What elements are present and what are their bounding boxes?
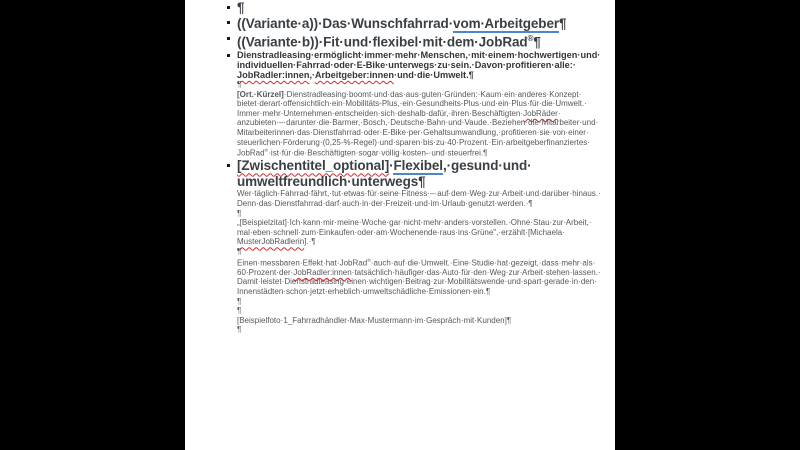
keep-with-next-marker (227, 54, 230, 57)
text-run: [Zwischentitel_optional] (237, 158, 390, 174)
keep-with-next-marker (227, 21, 230, 24)
text-run: ¶ (237, 306, 242, 316)
heading-variante-b[interactable] (237, 31, 602, 50)
text-run: Wer· täglich· Fahrrad· fährt,· tut· etwas· für· seine· Fitness· –· auf· dem· Weg· zur· Arbeit· und· darüber· hinaus.· Denn· das· Dienstfahrrad· darf· auch· in· der· Freizeit· und· im· Urlaub· genutzt· werden.·¶ (237, 189, 601, 208)
text-run: · ist· für· die· Beschäftigten· sogar· völlig· kosten-· und· steuerfrei.¶ (268, 148, 488, 158)
text-run: ¶ (237, 208, 242, 218)
keep-with-next-marker (227, 37, 230, 40)
text-run: ,· (309, 70, 315, 80)
empty-paragraph[interactable] (237, 80, 602, 90)
text-run: · Dienstradleasing· boomt· und· das· aus· guten· Gründen:· Kaum· ein· anderes· Konzept· bietet· derart· offensichtlich· ein· Mobilitäts-Plus,· ein· Gesundheits-Plus· und· ein· Plus· für· die· Umwelt.· Immer· mehr· Unternehmen· entscheiden· sich· deshalb· dafür,· ihren· Beschäftigten· (237, 89, 587, 118)
text-run: JobRäder (523, 108, 558, 118)
body-beispielfoto[interactable] (237, 316, 602, 326)
empty-paragraph[interactable] (237, 209, 602, 219)
text-run: ¶ (559, 15, 567, 31)
text-run: ¶ (533, 34, 541, 50)
text-run: Arbeitgeber:innen (314, 70, 394, 80)
text-run: ((Variante· b))· Fit· und· flexibel· mit· dem· JobRad (237, 34, 528, 50)
body-ort-kuerzel[interactable] (237, 90, 602, 159)
body-umwelt-effekt[interactable] (237, 257, 602, 297)
text-run: · auch· auf· die· Umwelt.· Eine· Studie· hat· gezeigt,· dass· mehr· als· 60· Prozent· der· (237, 258, 596, 277)
text-run: · (389, 158, 394, 174)
text-run: ¶ (237, 325, 242, 335)
text-run: · tatsächlich· häufiger· das· Auto· für· den· Weg· zur· Arbeit· stehen· lassen.· Damit· leistet· Dienstradleasing· einen· wichtigen· Beitrag· zur· Mobilitätswende· und· spart· gerade· in· den· Innenstädten· schon· jetzt· erheblich· umweltschädliche· Emissionen· ein.¶ (237, 267, 601, 296)
body-fitness[interactable] (237, 189, 602, 208)
empty-paragraph[interactable] (237, 325, 602, 335)
text-run: [Beispielfoto· 1_Fahrradhändler· Max· Mustermann· im· Gespräch· mit· Kunden]¶ (237, 315, 512, 325)
text-run: Einen· messbaren· Effekt· hat· JobRad (237, 258, 368, 268)
intro-paragraph[interactable] (237, 50, 602, 80)
text-run: · anzubieten· –· darunter· die· Barmer,· Bosch,· Deutsche· Bahn· und· Vaude.· Beziehen· die· Mitarbeiter· und· Mitarbeiterinnen· das· Dienstfahrrad· oder· E-Bike· per· Gehaltsumwandlung,· profitieren· sie· von· einer· steuerlichen· Förderung· (0,25-%-Regel)· und· sparen· bis· zu· 40· Prozent.· Ein· arbeitgeberfinanziertes· JobRad (237, 108, 599, 158)
heading-zwischentitel[interactable] (237, 158, 602, 189)
text-run: „[Beispielzitat]· Ich· kann· mir· meine· Woche· gar· nicht· mehr· anders· vorstellen.· Ohne· Stau· zur· Arbeit,· mal· eben· schnell· zum· Einkaufen· oder· am· Wochenende· raus· ins· Grüne",· erzählt· [Michaela· (237, 218, 592, 237)
heading-variante-a[interactable] (237, 16, 602, 32)
text-run: ((Variante· a))· Das· Wunschfahrrad· (237, 15, 454, 31)
text-run: ¶ (237, 80, 242, 89)
text-run: ¶ (237, 0, 245, 15)
text-run: ® (367, 258, 371, 264)
text-run: MusterJobRadlerin (237, 237, 305, 247)
text-run: vom· Arbeitgeber (453, 15, 560, 31)
text-run: ].·¶ (304, 237, 316, 247)
text-run: ¶ (237, 246, 242, 256)
document-page[interactable] (185, 0, 615, 450)
text-run: Flexibel (393, 158, 443, 174)
text-run: JobRadler:innen (293, 267, 352, 277)
empty-paragraph[interactable] (237, 297, 602, 307)
text-run: [Ort.· Kürzel] (237, 89, 284, 99)
text-run: ® (264, 149, 269, 155)
document-body[interactable] (237, 0, 602, 335)
empty-paragraph[interactable] (237, 247, 602, 257)
text-run: JobRadler:innen (237, 70, 310, 80)
body-beispielzitat[interactable] (237, 218, 602, 247)
text-run: ¶ (237, 296, 242, 306)
text-run: · und· die· Umwelt.¶ (393, 70, 474, 80)
empty-heading-paragraph[interactable] (237, 0, 602, 16)
text-run: ,· gesund· und· umweltfreundlich· unterwegs¶ (237, 158, 532, 189)
text-run: ® (527, 34, 534, 43)
text-run: Dienstradleasing· ermöglicht· immer· mehr· Menschen,· mit· einem· hochwertigen· und· individuellen· Fahrrad· oder· E-Bike· unterwegs· zu· sein.· Davon· profitieren· alle:· (237, 50, 601, 70)
keep-with-next-marker (227, 6, 230, 9)
empty-paragraph[interactable] (237, 306, 602, 316)
keep-with-next-marker (227, 164, 230, 167)
